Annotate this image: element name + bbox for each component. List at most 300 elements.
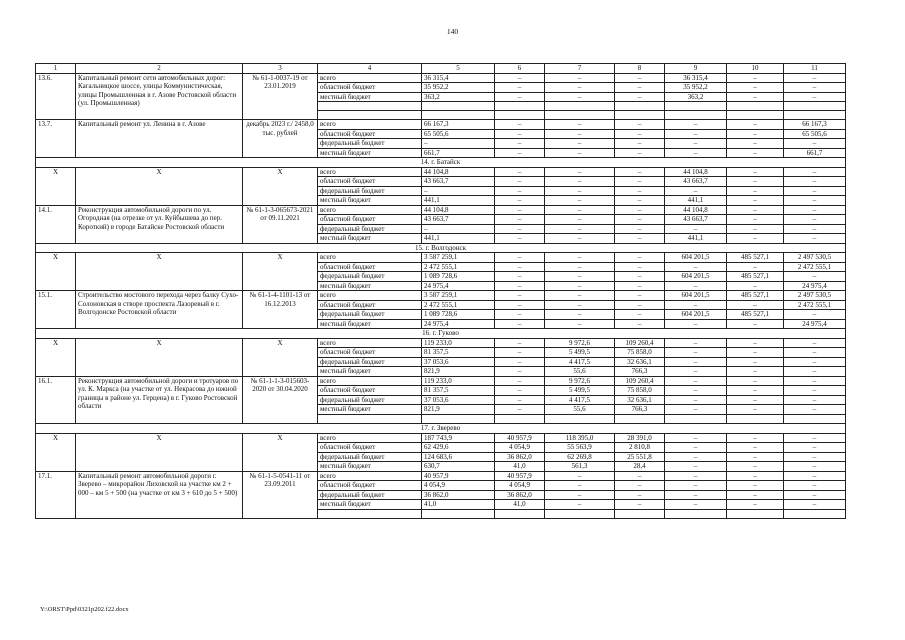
amount-cell: 44 104,8 <box>665 167 727 177</box>
item-document: декабрь 2023 г./ 2458,0 тыс. рублей <box>243 120 318 158</box>
amount-cell: – <box>615 148 665 158</box>
amount-cell: 5 499,5 <box>545 386 615 396</box>
amount-cell: – <box>727 376 784 386</box>
section-row <box>36 243 846 253</box>
amount-cell: 109 260,4 <box>615 376 665 386</box>
amount-cell: 28,4 <box>615 462 665 472</box>
amount-cell: – <box>727 490 784 500</box>
amount-cell: 55,6 <box>545 367 615 377</box>
funding-source: областной бюджет <box>318 177 422 187</box>
amount-cell: 118 395,0 <box>545 433 615 443</box>
amount-cell: – <box>665 224 727 234</box>
amount-cell: – <box>665 129 727 139</box>
amount-cell: – <box>545 167 615 177</box>
amount-cell: 41,0 <box>495 500 545 510</box>
amount-cell: – <box>545 73 615 83</box>
amount-cell: – <box>615 224 665 234</box>
amount-cell: 62 269,8 <box>545 452 615 462</box>
page-number: 140 <box>446 27 459 36</box>
amount-cell <box>422 509 495 518</box>
amount-cell: 363,2 <box>665 92 727 102</box>
amount-cell: – <box>495 177 545 187</box>
amount-cell: – <box>545 300 615 310</box>
amount-cell: – <box>665 490 727 500</box>
amount-cell: – <box>495 167 545 177</box>
amount-cell: – <box>784 481 846 491</box>
amount-cell: – <box>665 500 727 510</box>
table-row <box>36 338 846 348</box>
funding-source: федеральный бюджет <box>318 310 422 320</box>
amount-cell: – <box>665 357 727 367</box>
amount-cell: – <box>615 186 665 196</box>
amount-cell: – <box>615 205 665 215</box>
amount-cell: 44 104,8 <box>422 167 495 177</box>
header-cell: 1 <box>36 64 76 74</box>
amount-cell: – <box>545 196 615 206</box>
funding-source: местный бюджет <box>318 319 422 329</box>
amount-cell <box>727 414 784 423</box>
item-name: Х <box>76 167 243 205</box>
amount-cell: 821,9 <box>422 405 495 415</box>
amount-cell: – <box>727 500 784 510</box>
amount-cell: – <box>665 120 727 130</box>
funding-source: областной бюджет <box>318 443 422 453</box>
amount-cell: 604 201,5 <box>665 291 727 301</box>
amount-cell: – <box>727 443 784 453</box>
amount-cell: – <box>784 73 846 83</box>
amount-cell: – <box>727 262 784 272</box>
amount-cell: – <box>495 348 545 358</box>
amount-cell: – <box>615 281 665 291</box>
item-document: № 61-1-4-1101-13 от 16.12.2013 <box>243 291 318 329</box>
item-number: 13.7. <box>36 120 76 158</box>
header-cell: 7 <box>545 64 615 74</box>
amount-cell: – <box>545 272 615 282</box>
funding-source: федеральный бюджет <box>318 357 422 367</box>
funding-source: федеральный бюджет <box>318 272 422 282</box>
amount-cell: – <box>665 148 727 158</box>
header-cell: 6 <box>495 64 545 74</box>
amount-cell: – <box>665 452 727 462</box>
amount-cell <box>422 414 495 423</box>
funding-source: местный бюджет <box>318 92 422 102</box>
amount-cell: – <box>545 500 615 510</box>
header-cell: 11 <box>784 64 846 74</box>
amount-cell: – <box>545 291 615 301</box>
amount-cell: – <box>665 139 727 149</box>
amount-cell: 40 957,9 <box>422 471 495 481</box>
funding-source: всего <box>318 73 422 83</box>
item-name: Реконструкция автомобильной дороги по ул. Огородная (на отрезке от ул. Куйбышева до пер. Короткий) в городе Батайске Ростовской области <box>76 205 243 243</box>
amount-cell: – <box>495 376 545 386</box>
amount-cell: – <box>545 177 615 187</box>
amount-cell: – <box>727 357 784 367</box>
amount-cell: – <box>495 139 545 149</box>
amount-cell: 124 683,6 <box>422 452 495 462</box>
header-cell: 8 <box>615 64 665 74</box>
amount-cell: 5 499,5 <box>545 348 615 358</box>
amount-cell: – <box>495 148 545 158</box>
amount-cell: – <box>495 129 545 139</box>
funding-source: всего <box>318 120 422 130</box>
amount-cell: 65 505,6 <box>784 129 846 139</box>
amount-cell: – <box>727 129 784 139</box>
amount-cell: 2 472 555,1 <box>784 300 846 310</box>
amount-cell: – <box>727 452 784 462</box>
amount-cell: – <box>727 462 784 472</box>
amount-cell: – <box>615 129 665 139</box>
item-name: Капитальный ремонт ул. Ленина в г. Азове <box>76 120 243 158</box>
amount-cell: – <box>495 281 545 291</box>
amount-cell: – <box>615 262 665 272</box>
table-row <box>36 205 846 215</box>
amount-cell: 441,1 <box>665 234 727 244</box>
amount-cell <box>665 509 727 518</box>
amount-cell: 4 054,9 <box>495 443 545 453</box>
funding-source <box>318 111 422 120</box>
amount-cell: – <box>784 386 846 396</box>
amount-cell: – <box>495 253 545 263</box>
amount-cell: – <box>495 196 545 206</box>
amount-cell <box>727 111 784 120</box>
amount-cell: 4 417,5 <box>545 357 615 367</box>
amount-cell: – <box>495 386 545 396</box>
amount-cell: – <box>784 443 846 453</box>
amount-cell: 36 862,0 <box>495 490 545 500</box>
amount-cell: – <box>784 367 846 377</box>
amount-cell: – <box>495 357 545 367</box>
amount-cell: – <box>615 500 665 510</box>
amount-cell: – <box>495 224 545 234</box>
amount-cell: – <box>784 395 846 405</box>
amount-cell: 2 497 530,5 <box>784 253 846 263</box>
funding-source: местный бюджет <box>318 196 422 206</box>
amount-cell: 441,1 <box>422 234 495 244</box>
amount-cell <box>727 509 784 518</box>
funding-source: всего <box>318 376 422 386</box>
amount-cell: – <box>495 234 545 244</box>
amount-cell: 44 104,8 <box>422 205 495 215</box>
funding-source: всего <box>318 338 422 348</box>
amount-cell <box>422 102 495 111</box>
amount-cell: 40 957,9 <box>495 471 545 481</box>
amount-cell: 43 663,7 <box>665 215 727 225</box>
amount-cell <box>545 509 615 518</box>
amount-cell: – <box>665 186 727 196</box>
amount-cell: 36 862,0 <box>495 452 545 462</box>
amount-cell: 66 167,3 <box>784 120 846 130</box>
funding-source: областной бюджет <box>318 348 422 358</box>
amount-cell <box>545 102 615 111</box>
item-name: Х <box>76 253 243 291</box>
amount-cell: – <box>615 83 665 93</box>
header-cell: 2 <box>76 64 243 74</box>
section-row <box>36 158 846 168</box>
amount-cell: – <box>422 139 495 149</box>
amount-cell: – <box>615 471 665 481</box>
amount-cell: – <box>784 196 846 206</box>
amount-cell: – <box>727 405 784 415</box>
amount-cell: – <box>495 186 545 196</box>
amount-cell: – <box>495 262 545 272</box>
item-document: № 61-1-1-3-015603-2020 от 30.04.2020 <box>243 376 318 423</box>
amount-cell: – <box>495 92 545 102</box>
funding-source: федеральный бюджет <box>318 139 422 149</box>
amount-cell: – <box>784 310 846 320</box>
funding-source: местный бюджет <box>318 281 422 291</box>
amount-cell: – <box>665 433 727 443</box>
amount-cell <box>784 414 846 423</box>
amount-cell: – <box>665 471 727 481</box>
funding-source: областной бюджет <box>318 481 422 491</box>
amount-cell: – <box>665 300 727 310</box>
funding-source: федеральный бюджет <box>318 395 422 405</box>
amount-cell: 36 862,0 <box>422 490 495 500</box>
amount-cell: – <box>545 490 615 500</box>
amount-cell: – <box>545 481 615 491</box>
amount-cell: – <box>665 367 727 377</box>
amount-cell: – <box>545 139 615 149</box>
amount-cell: 485 527,1 <box>727 253 784 263</box>
amount-cell: – <box>727 186 784 196</box>
amount-cell: – <box>615 319 665 329</box>
amount-cell: 9 972,6 <box>545 338 615 348</box>
item-document: Х <box>243 167 318 205</box>
amount-cell: – <box>727 120 784 130</box>
item-name: Строительство мостового перехода через балку Сухо-Солоновская в створе проспекта Лазоревый в г. Волгодонске Ростовской области <box>76 291 243 329</box>
amount-cell: 25 551,8 <box>615 452 665 462</box>
funding-source <box>318 102 422 111</box>
amount-cell: – <box>784 338 846 348</box>
section-title: 16. г. Гуково <box>36 329 846 339</box>
section-title: 17. г. Зверево <box>36 424 846 434</box>
item-number: 15.1. <box>36 291 76 329</box>
amount-cell <box>784 102 846 111</box>
amount-cell: – <box>665 338 727 348</box>
funding-source: местный бюджет <box>318 367 422 377</box>
amount-cell: 75 858,0 <box>615 348 665 358</box>
amount-cell: 2 810,8 <box>615 443 665 453</box>
amount-cell: – <box>615 167 665 177</box>
amount-cell: 41,0 <box>422 500 495 510</box>
amount-cell: 441,1 <box>665 196 727 206</box>
section-row <box>36 424 846 434</box>
amount-cell: 24 975,4 <box>784 281 846 291</box>
amount-cell <box>784 509 846 518</box>
amount-cell: – <box>727 481 784 491</box>
amount-cell: – <box>495 205 545 215</box>
amount-cell: 1 089 728,6 <box>422 272 495 282</box>
amount-cell: – <box>545 92 615 102</box>
section-title: 15. г. Волгодонск <box>36 243 846 253</box>
amount-cell <box>615 102 665 111</box>
item-document: № 61-1-5-0541-11 от 23.09.2011 <box>243 471 318 518</box>
amount-cell: 766,3 <box>615 405 665 415</box>
item-name: Х <box>76 338 243 376</box>
amount-cell: – <box>784 462 846 472</box>
section-title: 14. г. Батайск <box>36 158 846 168</box>
funding-source: всего <box>318 291 422 301</box>
item-number: Х <box>36 253 76 291</box>
amount-cell: 35 952,2 <box>422 83 495 93</box>
amount-cell <box>615 509 665 518</box>
funding-source <box>318 509 422 518</box>
amount-cell: 119 233,0 <box>422 376 495 386</box>
amount-cell: – <box>545 262 615 272</box>
amount-cell: – <box>727 300 784 310</box>
amount-cell: – <box>615 234 665 244</box>
amount-cell: 24 975,4 <box>422 319 495 329</box>
section-row <box>36 329 846 339</box>
funding-source: областной бюджет <box>318 262 422 272</box>
amount-cell: 75 858,0 <box>615 386 665 396</box>
amount-cell: – <box>545 215 615 225</box>
amount-cell: 62 429,6 <box>422 443 495 453</box>
amount-cell: – <box>784 500 846 510</box>
amount-cell: – <box>545 471 615 481</box>
amount-cell: 9 972,6 <box>545 376 615 386</box>
funding-source: областной бюджет <box>318 300 422 310</box>
amount-cell: 4 417,5 <box>545 395 615 405</box>
amount-cell: 37 053,6 <box>422 357 495 367</box>
header-cell: 10 <box>727 64 784 74</box>
amount-cell: – <box>727 196 784 206</box>
amount-cell: – <box>784 433 846 443</box>
amount-cell: – <box>615 272 665 282</box>
amount-cell: – <box>784 490 846 500</box>
amount-cell: 3 587 259,1 <box>422 291 495 301</box>
budget-table <box>35 63 846 519</box>
item-document: № 61-1-0037-19 от 23.01.2019 <box>243 73 318 120</box>
amount-cell: – <box>495 83 545 93</box>
amount-cell: – <box>545 83 615 93</box>
amount-cell: – <box>495 215 545 225</box>
amount-cell: – <box>784 92 846 102</box>
amount-cell: – <box>784 205 846 215</box>
amount-cell: – <box>545 281 615 291</box>
amount-cell: 40 957,9 <box>495 433 545 443</box>
amount-cell: 43 663,7 <box>665 177 727 187</box>
amount-cell: – <box>727 281 784 291</box>
amount-cell: 66 167,3 <box>422 120 495 130</box>
amount-cell: 441,1 <box>422 196 495 206</box>
amount-cell: 36 315,4 <box>422 73 495 83</box>
amount-cell: – <box>615 291 665 301</box>
amount-cell: 55 563,9 <box>545 443 615 453</box>
amount-cell: – <box>727 205 784 215</box>
amount-cell: – <box>665 481 727 491</box>
item-number: 14.1. <box>36 205 76 243</box>
amount-cell: – <box>665 386 727 396</box>
amount-cell: – <box>727 177 784 187</box>
amount-cell: – <box>545 129 615 139</box>
amount-cell: – <box>665 281 727 291</box>
amount-cell: – <box>727 92 784 102</box>
amount-cell: 55,6 <box>545 405 615 415</box>
amount-cell: – <box>727 215 784 225</box>
header-row <box>36 64 846 74</box>
amount-cell: 187 743,9 <box>422 433 495 443</box>
amount-cell: 821,9 <box>422 367 495 377</box>
funding-source: областной бюджет <box>318 386 422 396</box>
amount-cell: 32 636,1 <box>615 395 665 405</box>
amount-cell: – <box>495 310 545 320</box>
item-number: 13.6. <box>36 73 76 120</box>
table-row <box>36 73 846 83</box>
amount-cell: – <box>615 196 665 206</box>
amount-cell: 3 587 259,1 <box>422 253 495 263</box>
table-row <box>36 291 846 301</box>
amount-cell <box>495 414 545 423</box>
funding-source: всего <box>318 253 422 263</box>
amount-cell: 24 975,4 <box>784 319 846 329</box>
item-number: Х <box>36 338 76 376</box>
funding-source <box>318 414 422 423</box>
funding-source: местный бюджет <box>318 500 422 510</box>
amount-cell: – <box>784 186 846 196</box>
item-number: 16.1. <box>36 376 76 423</box>
amount-cell: 41,0 <box>495 462 545 472</box>
amount-cell: – <box>615 73 665 83</box>
amount-cell: – <box>784 272 846 282</box>
item-name: Капитальный ремонт сети автомобильных дорог: Кагальницкое шоссе, улицы Коммунистическая, улицы Промышленная в г. Азове Ростовской области (ул. Промышленная) <box>76 73 243 120</box>
amount-cell: – <box>495 120 545 130</box>
amount-cell: 32 636,1 <box>615 357 665 367</box>
amount-cell: 28 391,0 <box>615 433 665 443</box>
amount-cell: – <box>495 367 545 377</box>
amount-cell: – <box>495 395 545 405</box>
amount-cell: – <box>545 186 615 196</box>
amount-cell: – <box>495 291 545 301</box>
funding-source: федеральный бюджет <box>318 452 422 462</box>
amount-cell: – <box>727 348 784 358</box>
table-row <box>36 120 846 130</box>
amount-cell: – <box>727 167 784 177</box>
amount-cell: 2 472 555,1 <box>422 300 495 310</box>
amount-cell: – <box>615 139 665 149</box>
amount-cell: – <box>615 215 665 225</box>
amount-cell: 766,3 <box>615 367 665 377</box>
amount-cell <box>665 111 727 120</box>
item-name: Капитальный ремонт автомобильной дороги г. Зверево – микрорайон Лиховской на участке км 2 + 000 – км 5 + 500 (на участке от км 3 + 610 до 5 + 500) <box>76 471 243 518</box>
table-row <box>36 167 846 177</box>
amount-cell: – <box>784 357 846 367</box>
funding-source: местный бюджет <box>318 405 422 415</box>
amount-cell: – <box>727 234 784 244</box>
amount-cell: 485 527,1 <box>727 272 784 282</box>
amount-cell: – <box>495 300 545 310</box>
amount-cell: – <box>422 186 495 196</box>
file-path-footer: Y:\ORST\Ppd\0321p202.f22.docx <box>40 606 129 613</box>
amount-cell: – <box>727 386 784 396</box>
amount-cell: 109 260,4 <box>615 338 665 348</box>
amount-cell <box>545 111 615 120</box>
funding-source: федеральный бюджет <box>318 490 422 500</box>
table-row <box>36 376 846 386</box>
amount-cell: – <box>545 224 615 234</box>
amount-cell: – <box>727 224 784 234</box>
amount-cell: – <box>665 376 727 386</box>
amount-cell: 661,7 <box>422 148 495 158</box>
table-row <box>36 433 846 443</box>
amount-cell: – <box>665 262 727 272</box>
amount-cell: 604 201,5 <box>665 310 727 320</box>
amount-cell: 363,2 <box>422 92 495 102</box>
amount-cell: – <box>784 348 846 358</box>
funding-source: областной бюджет <box>318 215 422 225</box>
funding-source: областной бюджет <box>318 83 422 93</box>
amount-cell: 561,3 <box>545 462 615 472</box>
